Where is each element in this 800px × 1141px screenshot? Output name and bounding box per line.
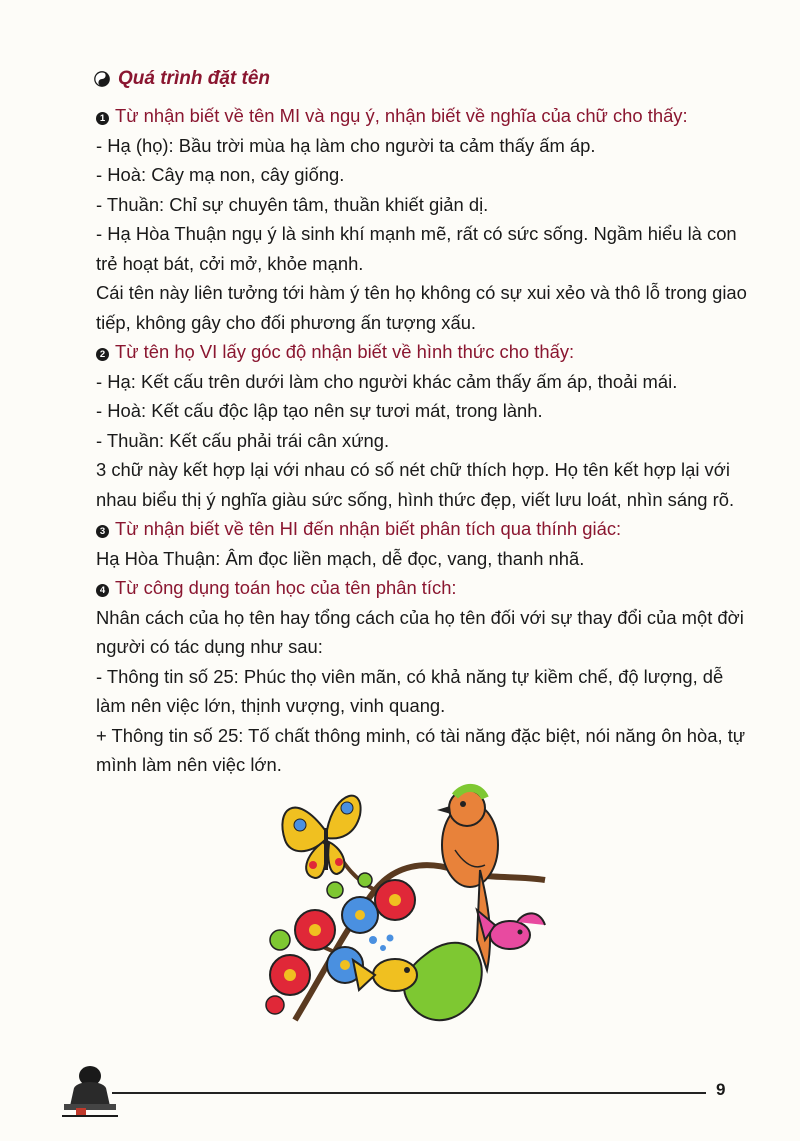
text-line: - Hạ (họ): Bầu trời mùa hạ làm cho người ta cảm thấy ấm áp. <box>96 134 596 156</box>
paragraph: Cái tên này liên tưởng tới hàm ý tên họ không có sự xui xẻo và thô lỗ trong giao tiếp, không gây cho đối phương ấn tượng xấu. <box>96 282 747 333</box>
paragraph: + Thông tin số 25: Tố chất thông minh, có tài năng đặc biệt, nói năng ôn hòa, tự mình làm nên việc lớn. <box>96 724 746 775</box>
text-line: - Thuần: Kết cấu phải trái cân xứng. <box>96 429 390 451</box>
subheading-4 <box>96 573 750 603</box>
subheading-text: Từ tên họ VI lấy góc độ nhận biết về hình thức cho thấy: <box>115 341 575 362</box>
number-badge-icon: 3 <box>96 525 109 538</box>
yin-yang-icon <box>94 71 110 87</box>
paragraph: 3 chữ này kết hợp lại với nhau có số nét chữ thích hợp. Họ tên kết hợp lại với nhau biểu thị ý nghĩa giàu sức sống, hình thức đẹp, viết lưu loát, nhìn sáng rõ. <box>96 459 735 510</box>
paragraph: - Hạ Hòa Thuận ngụ ý là sinh khí mạnh mẽ, rất có sức sống. Ngầm hiểu là con trẻ hoạt bát, cởi mở, khỏe mạnh. <box>96 223 737 274</box>
text-line: - Hoà: Kết cấu độc lập tạo nên sự tươi mát, trong lành. <box>96 400 543 421</box>
text-line: - Hạ: Kết cấu trên dưới làm cho người khác cảm thấy ấm áp, thoải mái. <box>96 370 678 392</box>
reader-figure-icon <box>58 1060 122 1122</box>
section-heading <box>94 68 270 90</box>
subheading-3 <box>96 514 750 544</box>
number-badge-icon: 1 <box>96 112 109 125</box>
butterfly-bird-flowers-illustration <box>255 770 555 1040</box>
subheading-text: Từ nhận biết về tên MI và ngụ ý, nhận biết về nghĩa của chữ cho thấy: <box>115 105 688 126</box>
footer-rule <box>112 1092 706 1094</box>
paragraph: - Thông tin số 25: Phúc thọ viên mãn, có khả năng tự kiềm chế, độ lượng, dễ làm nên việc lớn, thịnh vượng, vinh quang. <box>96 665 724 716</box>
number-badge-icon: 4 <box>96 584 109 597</box>
butterfly-icon <box>282 796 360 878</box>
subheading-text: Từ công dụng toán học của tên phân tích: <box>115 577 457 598</box>
section-title: Quá trình đặt tên <box>118 68 270 89</box>
text-line: Hạ Hòa Thuận: Âm đọc liền mạch, dễ đọc, vang, thanh nhã. <box>96 547 585 569</box>
text-line: - Hoà: Cây mạ non, cây giống. <box>96 164 345 185</box>
subheading-text: Từ nhận biết về tên HI đến nhận biết phân tích qua thính giác: <box>115 518 622 539</box>
body-text <box>96 101 750 780</box>
page-number: 9 <box>716 1080 726 1099</box>
paragraph: Nhân cách của họ tên hay tổng cách của họ tên đối với sự thay đổi của một đời người có tác dụng như sau: <box>96 606 744 657</box>
subheading-2 <box>96 337 750 367</box>
number-badge-icon: 2 <box>96 348 109 361</box>
text-line: - Thuần: Chỉ sự chuyên tâm, thuần khiết giản dị. <box>96 193 489 215</box>
subheading-1 <box>96 101 750 131</box>
